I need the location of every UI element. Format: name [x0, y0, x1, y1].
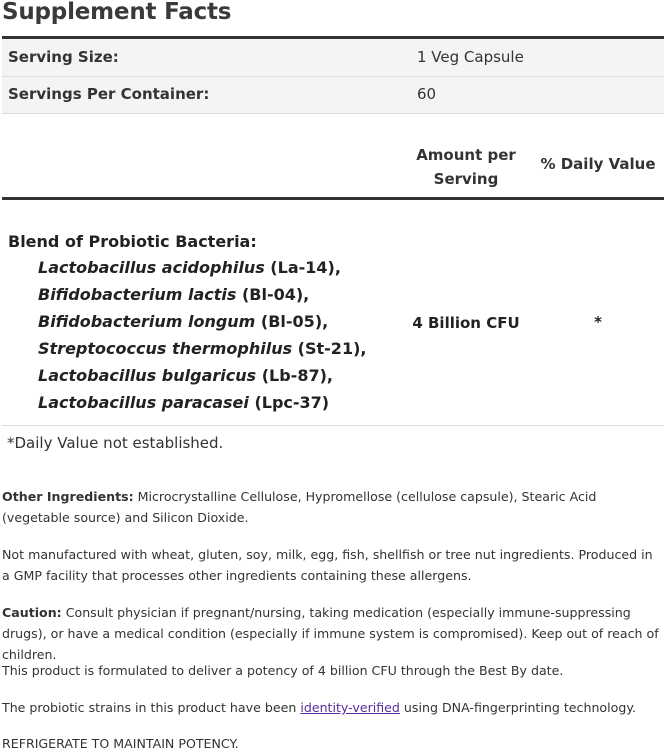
table-bottom-rule: [2, 425, 664, 426]
strain-code: (La-14),: [264, 258, 341, 277]
identity-note: [2, 697, 664, 718]
blend-amount: 4 Billion CFU: [412, 314, 520, 332]
strain-item: [38, 258, 366, 285]
strain-item: [38, 339, 366, 366]
header-rule: [2, 197, 664, 200]
allergen-note: Not manufactured with wheat, gluten, soy, milk, egg, fish, shellfish or tree nut ingredients. Produced in a GMP facility that processes other ingredients containing these allergens.: [2, 547, 653, 583]
strain-code: (St-21),: [292, 339, 367, 358]
row-divider: [2, 113, 664, 114]
caution-label: Caution:: [2, 605, 62, 620]
blend-name: Blend of Probiotic Bacteria:: [8, 232, 257, 251]
strain-species: Streptococcus thermophilus: [38, 339, 293, 358]
strain-species: Bifidobacterium longum: [38, 312, 256, 331]
servings-per-container-value: 60: [417, 85, 437, 103]
strain-item: [38, 366, 366, 393]
amount-header-line: Serving: [433, 170, 499, 188]
strain-code: (Bl-04),: [236, 285, 310, 304]
other-ingredients-label: Other Ingredients:: [2, 489, 134, 504]
strain-item: [38, 312, 366, 339]
blend-daily-value: *: [594, 313, 602, 331]
strain-species: Lactobacillus acidophilus: [38, 258, 265, 277]
other-ingredients: [2, 486, 664, 528]
strain-species: Bifidobacterium lactis: [38, 285, 237, 304]
strain-item: [38, 285, 366, 312]
identity-text-before: The probiotic strains in this product have been: [2, 700, 301, 715]
identity-text-after: using DNA-fingerprinting technology.: [399, 700, 636, 715]
identity-verified-link[interactable]: identity-verified: [300, 700, 400, 715]
caution-note: [2, 602, 664, 665]
strain-code: (Lb-87),: [256, 366, 333, 385]
daily-value-footnote: *Daily Value not established.: [7, 434, 224, 452]
caution-text: Consult physician if pregnant/nursing, taking medication (especially immune-suppressing drugs), or have a medical condition (especially if immune system is compromised). Keep out of reach of children.: [2, 605, 659, 662]
strain-code: (Bl-05),: [255, 312, 329, 331]
strain-code: (Lpc-37): [248, 393, 330, 412]
daily-value-header: % Daily Value: [540, 155, 656, 173]
serving-size-value: 1 Veg Capsule: [417, 48, 524, 66]
strain-list: [38, 258, 366, 420]
serving-size-label: Serving Size:: [8, 48, 119, 66]
other-ingredients-text: Microcrystalline Cellulose, Hypromellose (cellulose capsule), Stearic Acid (vegetable source) and Silicon Dioxide.: [2, 489, 597, 525]
potency-note: This product is formulated to deliver a potency of 4 billion CFU through the Best By date.: [2, 663, 564, 678]
refrigerate-note: REFRIGERATE TO MAINTAIN POTENCY.: [2, 736, 239, 751]
strain-item: [38, 393, 366, 420]
strain-species: Lactobacillus paracasei: [38, 393, 249, 412]
strain-species: Lactobacillus bulgaricus: [38, 366, 257, 385]
amount-per-serving-header: [404, 143, 528, 191]
amount-header-line: Amount per: [416, 146, 516, 164]
page-title: Supplement Facts: [2, 0, 232, 25]
servings-per-container-label: Servings Per Container:: [8, 85, 210, 103]
